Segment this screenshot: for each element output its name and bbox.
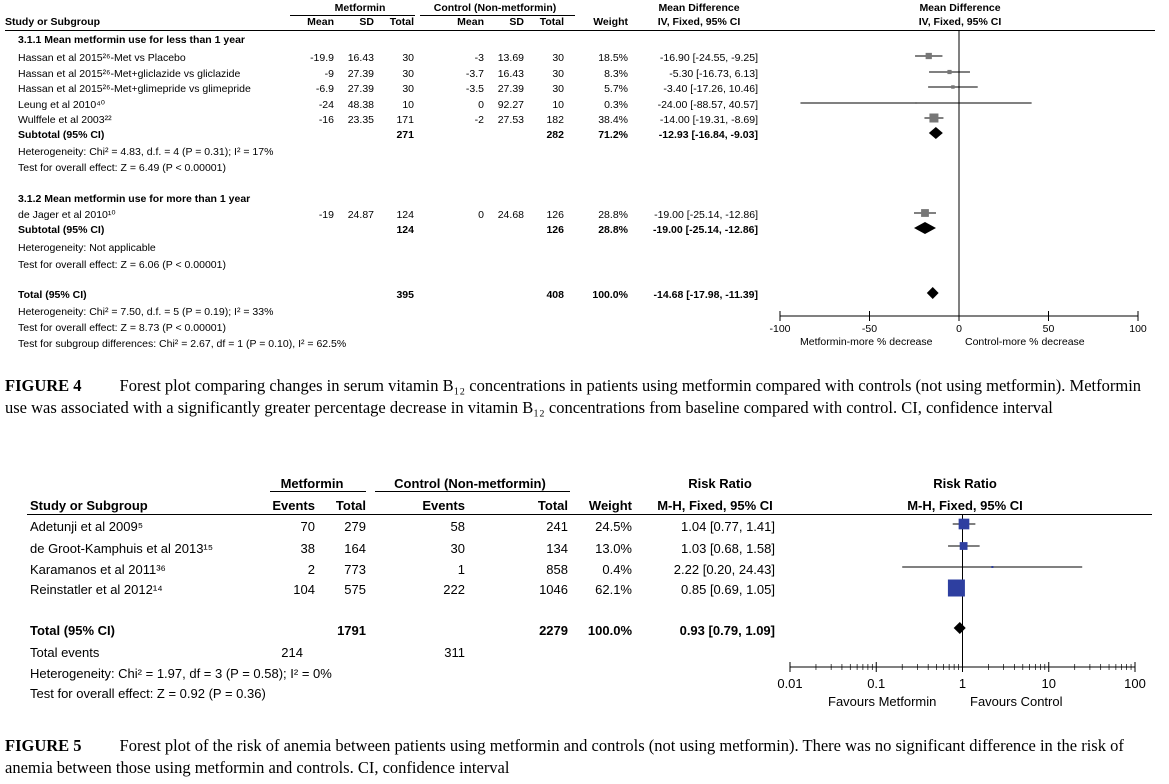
f5-total-events2: 311 [444, 645, 465, 660]
f5-point-box [991, 566, 993, 568]
f4-header-group1: Metformin [334, 2, 386, 14]
f5-plot-title: Risk Ratio [933, 476, 997, 491]
f5-ci: 2.22 [0.20, 24.43] [673, 562, 775, 577]
f4-n1: 124 [396, 209, 414, 221]
f4-weight: 5.7% [604, 83, 628, 95]
f4-mean1: -6.9 [315, 83, 334, 95]
f4-point-box [951, 85, 954, 88]
f5-total-n2: 2279 [539, 623, 568, 638]
f4-sg2-heterogeneity: Heterogeneity: Not applicable [18, 242, 156, 254]
f4-point-box [926, 53, 932, 59]
f5-n1: 164 [344, 541, 366, 556]
f4-ci: -14.00 [-19.31, -8.69] [659, 114, 758, 126]
f5-x-tick-label: 10 [1041, 676, 1056, 691]
f4-plot-sub: IV, Fixed, 95% CI [918, 16, 1002, 28]
f5-e2: 1 [457, 562, 465, 577]
f4-summary-diamond [929, 127, 943, 139]
f4-sg1-overall: Test for overall effect: Z = 6.49 (P < 0.00001) [18, 162, 226, 174]
f4-header-md-title: Mean Difference [658, 2, 740, 14]
f4-mean1: -9 [324, 68, 334, 80]
f4-subtotal-label: Subtotal (95% CI) [18, 224, 105, 236]
f5-weight: 13.0% [595, 541, 632, 556]
f4-sd1: 23.35 [347, 114, 374, 126]
f4-point-box [915, 102, 917, 104]
f5-study-name: de Groot-Kamphuis et al 2013¹⁵ [30, 541, 214, 556]
f5-header-rr-title: Risk Ratio [688, 476, 752, 491]
f5-header-group1: Metformin [280, 476, 344, 491]
f4-subtotal-n2: 282 [546, 129, 564, 141]
f4-subtotal-label: Subtotal (95% CI) [18, 129, 105, 141]
f5-e2: 222 [443, 582, 465, 597]
f5-n2: 241 [546, 519, 568, 534]
f4-study-name: Leung et al 2010⁴⁰ [18, 99, 105, 111]
f5-e1: 2 [307, 562, 315, 577]
f4-weight: 18.5% [598, 52, 628, 64]
f4-subtotal-ci: -12.93 [-16.84, -9.03] [658, 129, 758, 141]
f4-n2: 30 [552, 83, 564, 95]
f5-plot-sub: M-H, Fixed, 95% CI [907, 498, 1023, 513]
f4-caption-text: Forest plot comparing changes in serum vitamin B₁₂ concentrations in patients using metformin compared with controls (not using metformin). Metformin use was associated with a significantly greater percentage decrease in vitamin B₁₂ concentrations from baseline compared with control. CI, confidence interval [5, 376, 1142, 417]
f5-total-weight: 100.0% [587, 623, 632, 638]
f4-total-n1: 395 [396, 289, 414, 301]
f5-header-weight: Weight [588, 498, 632, 513]
f5-header-study: Study or Subgroup [30, 498, 148, 513]
f4-header-total1: Total [389, 16, 414, 28]
f5-overall: Test for overall effect: Z = 0.92 (P = 0.36) [30, 686, 266, 701]
f5-n1: 773 [344, 562, 366, 577]
f4-mean2: 0 [478, 209, 484, 221]
f4-sd1: 27.39 [347, 83, 374, 95]
f5-caption-text: Forest plot of the risk of anemia between patients using metformin and controls (not using metformin). There was no significant difference in the risk of anemia between those using metformin and controls. CI, confidence interval [5, 736, 1124, 777]
f4-sd1: 16.43 [347, 52, 374, 64]
f5-total-events1: 214 [281, 645, 303, 660]
f4-mean1: -19.9 [310, 52, 334, 64]
f4-n1: 30 [402, 52, 414, 64]
f5-favours-right: Favours Control [970, 694, 1063, 709]
f4-x-tick-label: 50 [1042, 323, 1055, 335]
f5-total-n1: 1791 [337, 623, 366, 638]
f4-n1: 30 [402, 83, 414, 95]
f4-total-heterogeneity: Heterogeneity: Chi² = 7.50, d.f. = 5 (P = 0.19); I² = 33% [18, 306, 274, 318]
f4-total-weight: 100.0% [592, 289, 628, 301]
f4-n2: 10 [552, 99, 564, 111]
f4-header-weight: Weight [593, 16, 628, 28]
f5-header-total1: Total [335, 498, 366, 513]
f5-study-name: Adetunji et al 2009⁵ [30, 519, 144, 534]
f4-study-name: Hassan et al 2015²⁶-Met+glimepride vs glimepride [18, 83, 251, 95]
f4-subtotal-n1: 271 [396, 129, 414, 141]
f4-sg2-title: 3.1.2 Mean metformin use for more than 1 year [18, 193, 251, 205]
f4-point-box [921, 209, 929, 217]
f5-ci: 1.04 [0.77, 1.41] [681, 519, 775, 534]
f4-header-md-sub: IV, Fixed, 95% CI [657, 16, 741, 28]
f4-n2: 30 [552, 52, 564, 64]
f5-n2: 858 [546, 562, 568, 577]
f5-header-events2: Events [422, 498, 465, 513]
f5-header-rr-sub: M-H, Fixed, 95% CI [657, 498, 773, 513]
f5-n2: 1046 [539, 582, 568, 597]
f5-x-tick-label: 1 [958, 676, 967, 691]
f4-sd2: 92.27 [497, 99, 524, 111]
f5-e2: 30 [450, 541, 465, 556]
f4-x-tick-label: -100 [769, 323, 791, 335]
f4-mean1: -24 [318, 99, 334, 111]
f4-sd2: 16.43 [497, 68, 524, 80]
f5-x-tick-label: 0.01 [777, 676, 803, 691]
f4-mean2: 0 [478, 99, 484, 111]
f4-total-n2: 408 [546, 289, 564, 301]
f4-ci: -16.90 [-24.55, -9.25] [659, 52, 758, 64]
f5-study-name: Reinstatler et al 2012¹⁴ [30, 582, 163, 597]
f4-total-overall: Test for overall effect: Z = 8.73 (P < 0.00001) [18, 322, 226, 334]
f4-subtotal-weight: 71.2% [598, 129, 628, 141]
f5-header-events1: Events [272, 498, 315, 513]
f4-sd2: 13.69 [497, 52, 524, 64]
f5-e1: 38 [300, 541, 315, 556]
f5-x-tick-label: 100 [1124, 676, 1146, 691]
f4-summary-diamond [927, 287, 939, 299]
f4-sd1: 24.87 [347, 209, 374, 221]
f4-study-name: de Jager et al 2010¹⁰ [18, 209, 116, 221]
f5-point-box [960, 542, 968, 550]
f4-favours-right: Control-more % decrease [965, 336, 1085, 348]
f4-plot-title: Mean Difference [919, 2, 1001, 14]
f4-mean2: -2 [474, 114, 484, 126]
f4-total-label: Total (95% CI) [18, 289, 87, 301]
f4-subtotal-n1: 124 [396, 224, 414, 236]
f4-x-tick-label: 0 [956, 323, 962, 335]
f4-study-name: Hassan et al 2015²⁶-Met+gliclazide vs gliclazide [18, 68, 241, 80]
f4-n2: 182 [546, 114, 564, 126]
f4-n1: 10 [402, 99, 414, 111]
f5-header-group2: Control (Non-metformin) [394, 476, 546, 491]
f4-ci: -19.00 [-25.14, -12.86] [654, 209, 758, 221]
f4-sg1-title: 3.1.1 Mean metformin use for less than 1 year [18, 34, 246, 46]
f4-weight: 0.3% [604, 99, 628, 111]
f4-ci: -3.40 [-17.26, 10.46] [663, 83, 758, 95]
f5-weight: 0.4% [602, 562, 632, 577]
f4-summary-diamond [914, 222, 936, 234]
f4-n2: 30 [552, 68, 564, 80]
f5-total-label: Total (95% CI) [30, 623, 115, 638]
f5-e1: 70 [300, 519, 315, 534]
f5-x-tick-label: 0.1 [867, 676, 886, 691]
f4-subtotal-ci: -19.00 [-25.14, -12.86] [652, 224, 758, 236]
f5-heterogeneity: Heterogeneity: Chi² = 1.97, df = 3 (P = 0.58); I² = 0% [30, 666, 332, 681]
f5-caption-label: FIGURE 5 [5, 736, 82, 755]
f4-header-mean2: Mean [457, 16, 484, 28]
f4-mean2: -3.5 [465, 83, 484, 95]
f4-subtotal-weight: 28.8% [598, 224, 628, 236]
f4-study-name: Hassan et al 2015²⁶-Met vs Placebo [18, 52, 186, 64]
f4-sd1: 27.39 [347, 68, 374, 80]
f4-sg1-heterogeneity: Heterogeneity: Chi² = 4.83, d.f. = 4 (P = 0.31); I² = 17% [18, 146, 274, 158]
f4-mean2: -3 [474, 52, 484, 64]
f4-x-tick-label: 100 [1129, 323, 1147, 335]
f5-favours-left: Favours Metformin [828, 694, 937, 709]
f5-n2: 134 [546, 541, 568, 556]
f5-weight: 24.5% [595, 519, 632, 534]
f4-ci: -5.30 [-16.73, 6.13] [669, 68, 758, 80]
f4-weight: 28.8% [598, 209, 628, 221]
f4-n1: 30 [402, 68, 414, 80]
f4-mean2: -3.7 [465, 68, 484, 80]
f4-total-ci: -14.68 [-17.98, -11.39] [653, 289, 758, 301]
f5-ci: 0.85 [0.69, 1.05] [681, 582, 775, 597]
f4-n1: 171 [396, 114, 414, 126]
f5-n1: 279 [344, 519, 366, 534]
f4-subtotal-n2: 126 [546, 224, 564, 236]
f4-header-sd1: SD [359, 16, 374, 28]
f4-point-box [929, 114, 938, 123]
f5-header-total2: Total [537, 498, 568, 513]
f4-sd2: 27.39 [497, 83, 524, 95]
f4-sd2: 24.68 [497, 209, 524, 221]
f4-header-group2: Control (Non-metformin) [433, 2, 557, 14]
f5-e1: 104 [293, 582, 315, 597]
f5-weight: 62.1% [595, 582, 632, 597]
f4-caption-label: FIGURE 4 [5, 376, 82, 395]
f5-e2: 58 [450, 519, 465, 534]
f5-study-name: Karamanos et al 2011³⁶ [30, 562, 166, 577]
f4-ci: -24.00 [-88.57, 40.57] [657, 99, 758, 111]
f4-header-study: Study or Subgroup [5, 16, 101, 28]
f4-n2: 126 [546, 209, 564, 221]
f5-n1: 575 [344, 582, 366, 597]
f4-weight: 38.4% [598, 114, 628, 126]
f4-favours-left: Metformin-more % decrease [800, 336, 933, 348]
f5-summary-diamond [954, 622, 966, 634]
f5-total-ci: 0.93 [0.79, 1.09] [679, 623, 775, 638]
f4-x-tick-label: -50 [861, 323, 878, 335]
f4-sd2: 27.53 [497, 114, 524, 126]
f5-total-events-label: Total events [30, 645, 100, 660]
f4-header-total2: Total [539, 16, 564, 28]
f4-header-sd2: SD [509, 16, 524, 28]
f4-sg2-overall: Test for overall effect: Z = 6.06 (P < 0.00001) [18, 259, 226, 271]
f4-study-name: Wulffele et al 2003²² [18, 114, 112, 126]
f4-mean1: -19 [318, 209, 334, 221]
f4-mean1: -16 [318, 114, 334, 126]
f4-subgroup-diff: Test for subgroup differences: Chi² = 2.67, df = 1 (P = 0.10), I² = 62.5% [18, 338, 347, 350]
f5-ci: 1.03 [0.68, 1.58] [681, 541, 775, 556]
f4-weight: 8.3% [604, 68, 628, 80]
f5-point-box [959, 519, 970, 530]
f4-header-mean1: Mean [307, 16, 334, 28]
f4-sd1: 48.38 [347, 99, 374, 111]
f4-point-box [947, 70, 951, 74]
f5-point-box [948, 580, 965, 597]
